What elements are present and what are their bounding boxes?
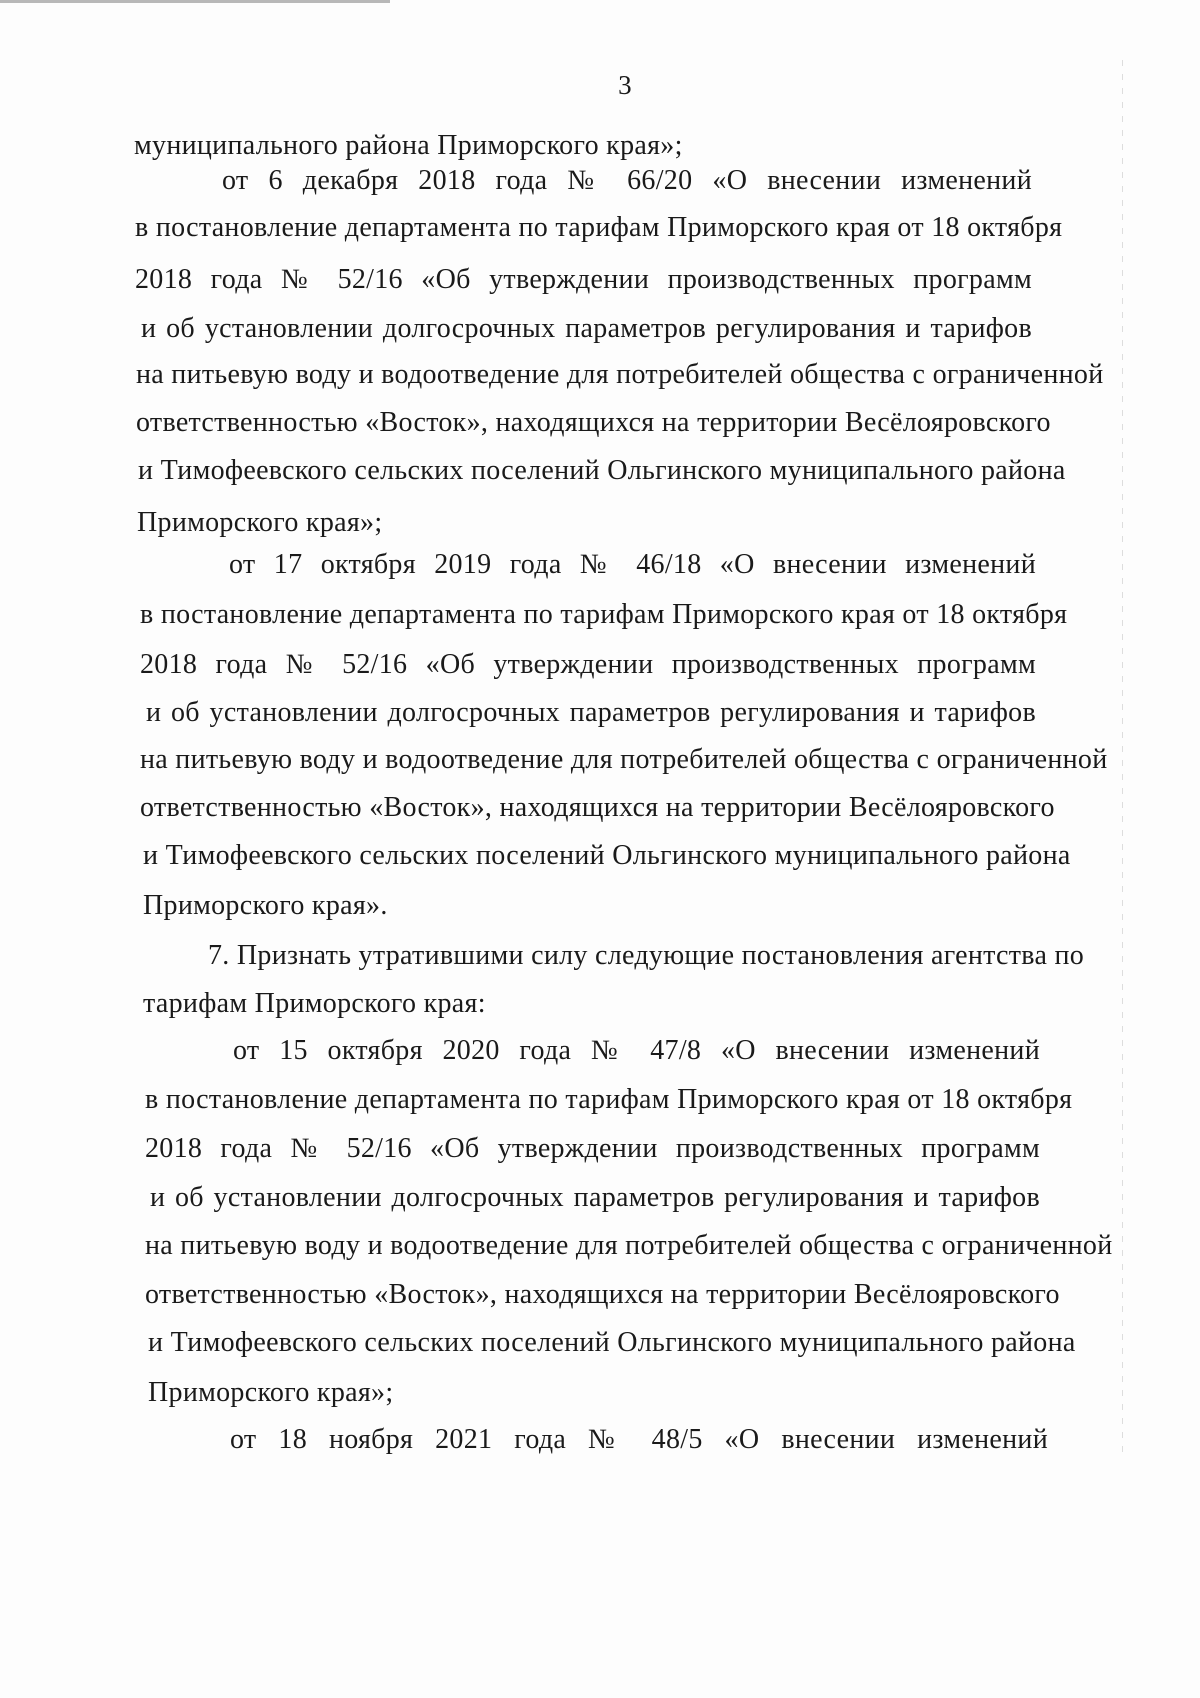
text-line: тарифам Приморского края: xyxy=(143,988,486,1019)
text-line: 2018 года № 52/16 «Об утверждении производственных программ xyxy=(140,649,1036,680)
text-line: и Тимофеевского сельских поселений Ольгинского муниципального района xyxy=(138,455,1066,486)
text-line: и об установлении долгосрочных параметров регулирования и тарифов xyxy=(150,1182,1040,1213)
text-line: муниципального района Приморского края»; xyxy=(134,130,683,161)
text-line: 7. Признать утратившими силу следующие постановления агентства по xyxy=(208,940,1085,971)
text-line: и Тимофеевского сельских поселений Ольгинского муниципального района xyxy=(143,840,1071,871)
scan-fold-line xyxy=(1122,60,1123,1460)
text-line: на питьевую воду и водоотведение для потребителей общества с ограниченной xyxy=(145,1230,1113,1261)
text-line: 2018 года № 52/16 «Об утверждении производственных программ xyxy=(145,1133,1040,1164)
text-line: и об установлении долгосрочных параметров регулирования и тарифов xyxy=(146,697,1036,728)
text-line: от 15 октября 2020 года № 47/8 «О внесении изменений xyxy=(233,1035,1040,1066)
text-line: и об установлении долгосрочных параметров регулирования и тарифов xyxy=(141,313,1032,344)
text-line: Приморского края». xyxy=(143,890,388,921)
scan-edge-mark xyxy=(0,0,390,3)
text-line: 2018 года № 52/16 «Об утверждении производственных программ xyxy=(135,264,1032,295)
text-line: ответственностью «Восток», находящихся на территории Весёлояровского xyxy=(140,792,1055,823)
text-line: в постановление департамента по тарифам Приморского края от 18 октября xyxy=(145,1084,1073,1115)
text-line: в постановление департамента по тарифам Приморского края от 18 октября xyxy=(140,599,1068,630)
text-line: ответственностью «Восток», находящихся на территории Весёлояровского xyxy=(145,1279,1060,1310)
text-line: от 18 ноября 2021 года № 48/5 «О внесении изменений xyxy=(230,1424,1048,1455)
text-line: и Тимофеевского сельских поселений Ольгинского муниципального района xyxy=(148,1327,1076,1358)
text-line: на питьевую воду и водоотведение для потребителей общества с ограниченной xyxy=(136,359,1104,390)
text-line: в постановление департамента по тарифам Приморского края от 18 октября xyxy=(135,212,1063,243)
text-line: ответственностью «Восток», находящихся на территории Весёлояровского xyxy=(136,407,1051,438)
text-line: Приморского края»; xyxy=(137,507,383,538)
page-number: 3 xyxy=(618,70,632,100)
text-line: от 6 декабря 2018 года № 66/20 «О внесении изменений xyxy=(222,165,1032,196)
text-line: от 17 октября 2019 года № 46/18 «О внесении изменений xyxy=(229,549,1036,580)
text-line: Приморского края»; xyxy=(148,1377,394,1408)
text-line: на питьевую воду и водоотведение для потребителей общества с ограниченной xyxy=(140,744,1108,775)
